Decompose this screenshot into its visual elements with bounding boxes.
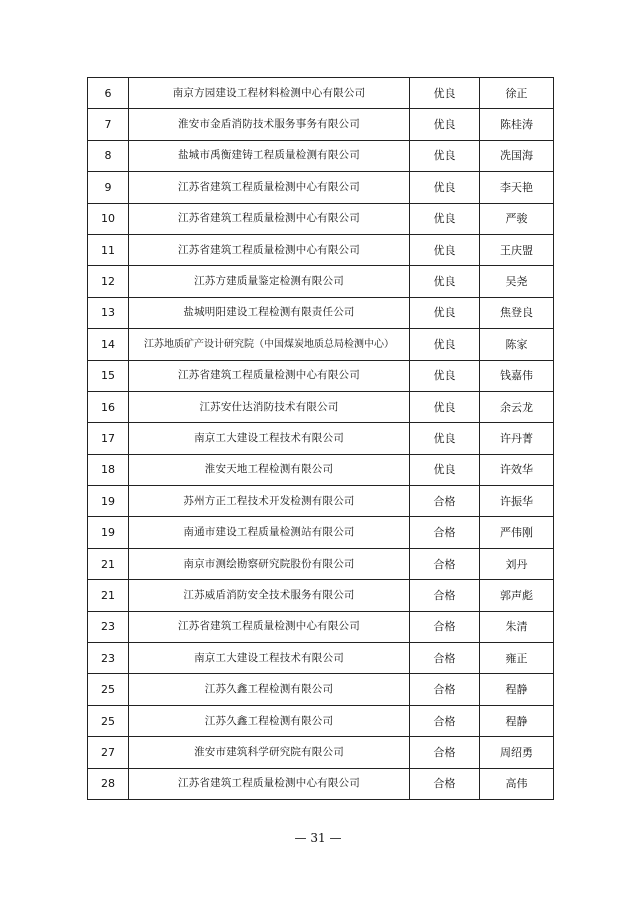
row-number-cell: 23 bbox=[88, 611, 129, 642]
table-row bbox=[88, 580, 554, 611]
person-name-cell: 周绍勇 bbox=[480, 737, 554, 768]
person-name-cell: 焦登良 bbox=[480, 297, 554, 328]
unit-name-cell: 南京工大建设工程技术有限公司 bbox=[129, 423, 410, 454]
table-row bbox=[88, 109, 554, 140]
table-row bbox=[88, 172, 554, 203]
table-row bbox=[88, 517, 554, 548]
grade-cell: 优良 bbox=[410, 360, 480, 391]
person-name-cell: 朱清 bbox=[480, 611, 554, 642]
unit-name-cell: 江苏久鑫工程检测有限公司 bbox=[129, 705, 410, 736]
table-row bbox=[88, 768, 554, 799]
page-number: — 31 — bbox=[294, 831, 342, 845]
grade-cell: 优良 bbox=[410, 203, 480, 234]
unit-name-cell: 淮安天地工程检测有限公司 bbox=[129, 454, 410, 485]
person-name-cell: 刘丹 bbox=[480, 548, 554, 579]
table-row bbox=[88, 423, 554, 454]
row-number-cell: 28 bbox=[88, 768, 129, 799]
unit-name-cell: 江苏威盾消防安全技术服务有限公司 bbox=[129, 580, 410, 611]
person-name-cell: 许丹菁 bbox=[480, 423, 554, 454]
person-name-cell: 程静 bbox=[480, 705, 554, 736]
table-row bbox=[88, 454, 554, 485]
table-row bbox=[88, 705, 554, 736]
person-name-cell: 雍正 bbox=[480, 643, 554, 674]
grade-cell: 优良 bbox=[410, 109, 480, 140]
person-name-cell: 余云龙 bbox=[480, 391, 554, 422]
row-number-cell: 7 bbox=[88, 109, 129, 140]
grade-cell: 优良 bbox=[410, 297, 480, 328]
row-number-cell: 17 bbox=[88, 423, 129, 454]
grade-cell: 合格 bbox=[410, 674, 480, 705]
person-name-cell: 许效华 bbox=[480, 454, 554, 485]
grade-cell: 优良 bbox=[410, 234, 480, 265]
person-name-cell: 高伟 bbox=[480, 768, 554, 799]
unit-name-cell: 江苏省建筑工程质量检测中心有限公司 bbox=[129, 172, 410, 203]
row-number-cell: 27 bbox=[88, 737, 129, 768]
person-name-cell: 严骏 bbox=[480, 203, 554, 234]
grade-cell: 优良 bbox=[410, 172, 480, 203]
person-name-cell: 钱嘉伟 bbox=[480, 360, 554, 391]
grade-cell: 优良 bbox=[410, 78, 480, 109]
grade-cell: 优良 bbox=[410, 391, 480, 422]
grade-cell: 合格 bbox=[410, 486, 480, 517]
grade-cell: 合格 bbox=[410, 611, 480, 642]
table-row bbox=[88, 548, 554, 579]
row-number-cell: 6 bbox=[88, 78, 129, 109]
row-number-cell: 13 bbox=[88, 297, 129, 328]
row-number-cell: 8 bbox=[88, 140, 129, 171]
row-number-cell: 15 bbox=[88, 360, 129, 391]
unit-name-cell: 江苏省建筑工程质量检测中心有限公司 bbox=[129, 360, 410, 391]
person-name-cell: 程静 bbox=[480, 674, 554, 705]
unit-name-cell: 淮安市建筑科学研究院有限公司 bbox=[129, 737, 410, 768]
grade-cell: 优良 bbox=[410, 266, 480, 297]
grade-cell: 优良 bbox=[410, 423, 480, 454]
grade-cell: 合格 bbox=[410, 517, 480, 548]
unit-name-cell: 江苏省建筑工程质量检测中心有限公司 bbox=[129, 768, 410, 799]
row-number-cell: 14 bbox=[88, 329, 129, 360]
unit-name-cell: 江苏安仕达消防技术有限公司 bbox=[129, 391, 410, 422]
row-number-cell: 25 bbox=[88, 705, 129, 736]
row-number-cell: 19 bbox=[88, 517, 129, 548]
unit-name-cell: 南京市测绘勘察研究院股份有限公司 bbox=[129, 548, 410, 579]
table-row bbox=[88, 78, 554, 109]
grade-cell: 优良 bbox=[410, 454, 480, 485]
grade-cell: 合格 bbox=[410, 643, 480, 674]
grade-cell: 优良 bbox=[410, 140, 480, 171]
person-name-cell: 王庆盟 bbox=[480, 234, 554, 265]
table-row bbox=[88, 266, 554, 297]
unit-name-cell: 南京方园建设工程材料检测中心有限公司 bbox=[129, 78, 410, 109]
row-number-cell: 9 bbox=[88, 172, 129, 203]
row-number-cell: 19 bbox=[88, 486, 129, 517]
unit-name-cell: 江苏方建质量鉴定检测有限公司 bbox=[129, 266, 410, 297]
unit-name-cell: 盐城市禹衡建铸工程质量检测有限公司 bbox=[129, 140, 410, 171]
table-row bbox=[88, 203, 554, 234]
table-row bbox=[88, 329, 554, 360]
unit-name-cell: 江苏地质矿产设计研究院（中国煤炭地质总局检测中心） bbox=[129, 329, 410, 360]
unit-name-cell: 淮安市金盾消防技术服务事务有限公司 bbox=[129, 109, 410, 140]
table-row bbox=[88, 391, 554, 422]
grade-cell: 合格 bbox=[410, 705, 480, 736]
unit-name-cell: 苏州方正工程技术开发检测有限公司 bbox=[129, 486, 410, 517]
table-row bbox=[88, 297, 554, 328]
person-name-cell: 陈家 bbox=[480, 329, 554, 360]
unit-name-cell: 江苏省建筑工程质量检测中心有限公司 bbox=[129, 203, 410, 234]
table-row bbox=[88, 674, 554, 705]
person-name-cell: 许振华 bbox=[480, 486, 554, 517]
person-name-cell: 吴尧 bbox=[480, 266, 554, 297]
unit-name-cell: 江苏久鑫工程检测有限公司 bbox=[129, 674, 410, 705]
row-number-cell: 21 bbox=[88, 580, 129, 611]
person-name-cell: 李天艳 bbox=[480, 172, 554, 203]
person-name-cell: 郭声彪 bbox=[480, 580, 554, 611]
person-name-cell: 陈桂涛 bbox=[480, 109, 554, 140]
row-number-cell: 11 bbox=[88, 234, 129, 265]
person-name-cell: 徐正 bbox=[480, 78, 554, 109]
row-number-cell: 12 bbox=[88, 266, 129, 297]
row-number-cell: 25 bbox=[88, 674, 129, 705]
results-table-body bbox=[88, 78, 554, 800]
row-number-cell: 21 bbox=[88, 548, 129, 579]
table-row bbox=[88, 234, 554, 265]
unit-name-cell: 江苏省建筑工程质量检测中心有限公司 bbox=[129, 234, 410, 265]
unit-name-cell: 南通市建设工程质量检测站有限公司 bbox=[129, 517, 410, 548]
grade-cell: 合格 bbox=[410, 548, 480, 579]
grade-cell: 优良 bbox=[410, 329, 480, 360]
row-number-cell: 23 bbox=[88, 643, 129, 674]
unit-name-cell: 盐城明阳建设工程检测有限责任公司 bbox=[129, 297, 410, 328]
grade-cell: 合格 bbox=[410, 737, 480, 768]
grade-cell: 合格 bbox=[410, 768, 480, 799]
unit-name-cell: 江苏省建筑工程质量检测中心有限公司 bbox=[129, 611, 410, 642]
row-number-cell: 10 bbox=[88, 203, 129, 234]
grade-cell: 合格 bbox=[410, 580, 480, 611]
table-row bbox=[88, 737, 554, 768]
table-row bbox=[88, 486, 554, 517]
unit-name-cell: 南京工大建设工程技术有限公司 bbox=[129, 643, 410, 674]
person-name-cell: 严伟刚 bbox=[480, 517, 554, 548]
table-row bbox=[88, 611, 554, 642]
table-row bbox=[88, 140, 554, 171]
table-row bbox=[88, 643, 554, 674]
table-row bbox=[88, 360, 554, 391]
row-number-cell: 18 bbox=[88, 454, 129, 485]
row-number-cell: 16 bbox=[88, 391, 129, 422]
person-name-cell: 冼国海 bbox=[480, 140, 554, 171]
results-table bbox=[87, 77, 554, 800]
